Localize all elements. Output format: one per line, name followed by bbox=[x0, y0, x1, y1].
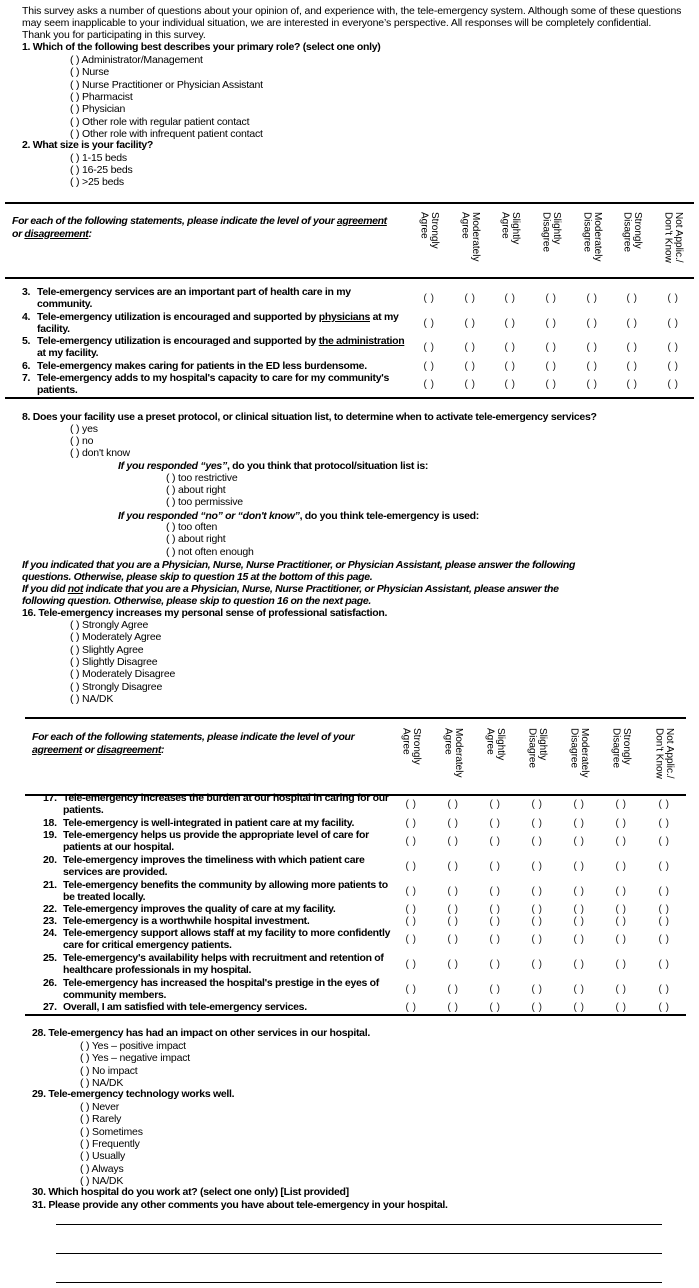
scale-radio-6[interactable]: ( ) bbox=[615, 799, 627, 810]
statement-text: 19. Tele-emergency helps us provide the appropriate level of care for patients at our hospital. bbox=[43, 829, 369, 853]
radio-option[interactable]: ( ) Administrator/Management bbox=[70, 54, 203, 66]
scale-radio-6[interactable]: ( ) bbox=[626, 379, 638, 390]
column-header: Moderately Agree bbox=[442, 728, 464, 778]
question-30-label: 30. Which hospital do you work at? (select one only) [List provided] bbox=[32, 1186, 349, 1198]
question-29-label: 29. Tele-emergency technology works well. bbox=[32, 1088, 235, 1100]
scale-radio-2[interactable]: ( ) bbox=[464, 361, 476, 372]
scale-radio-3[interactable]: ( ) bbox=[504, 361, 516, 372]
radio-option[interactable]: ( ) about right bbox=[166, 484, 226, 497]
radio-option[interactable]: ( ) NA/DK bbox=[70, 692, 114, 705]
scale-radio-4[interactable]: ( ) bbox=[531, 799, 543, 810]
scale-radio-7[interactable]: ( ) bbox=[658, 861, 670, 872]
scale-radio-6[interactable]: ( ) bbox=[615, 934, 627, 945]
scale-radio-4[interactable]: ( ) bbox=[531, 904, 543, 915]
scale-radio-3[interactable]: ( ) bbox=[489, 904, 501, 915]
scale-radio-7[interactable]: ( ) bbox=[658, 818, 670, 829]
scale-radio-7[interactable]: ( ) bbox=[667, 342, 679, 353]
scale-radio-4[interactable]: ( ) bbox=[545, 379, 557, 390]
scale-radio-1[interactable]: ( ) bbox=[423, 342, 435, 353]
scale-radio-5[interactable]: ( ) bbox=[573, 904, 585, 915]
scale-radio-6[interactable]: ( ) bbox=[626, 361, 638, 372]
scale-radio-5[interactable]: ( ) bbox=[586, 318, 598, 329]
radio-option[interactable]: ( ) Yes – positive impact bbox=[80, 1040, 186, 1052]
scale-radio-6[interactable]: ( ) bbox=[615, 916, 627, 927]
scale-radio-2[interactable]: ( ) bbox=[447, 959, 459, 970]
column-header: Moderately Agree bbox=[459, 212, 481, 262]
radio-option[interactable]: ( ) >25 beds bbox=[70, 176, 124, 189]
radio-option[interactable]: ( ) NA/DK bbox=[80, 1076, 124, 1089]
scale-radio-5[interactable]: ( ) bbox=[573, 861, 585, 872]
scale-radio-5[interactable]: ( ) bbox=[586, 342, 598, 353]
scale-radio-2[interactable]: ( ) bbox=[447, 799, 459, 810]
table-2-bottom-rule bbox=[25, 1014, 686, 1016]
radio-option[interactable]: ( ) Sometimes bbox=[80, 1125, 143, 1138]
scale-radio-6[interactable]: ( ) bbox=[615, 959, 627, 970]
scale-radio-2[interactable]: ( ) bbox=[464, 318, 476, 329]
scale-radio-5[interactable]: ( ) bbox=[573, 934, 585, 945]
survey-intro: This survey asks a number of questions about your opinion of, and experience with, the tele-emergency system. Although some of these questions may seem inapplicable to your individual situation, we are interested in everyone’s perspective. All responses will be completely confidential. Thank you for participating in this survey. bbox=[22, 5, 682, 42]
radio-option[interactable]: ( ) Usually bbox=[80, 1150, 126, 1163]
scale-radio-4[interactable]: ( ) bbox=[545, 342, 557, 353]
scale-radio-7[interactable]: ( ) bbox=[667, 318, 679, 329]
skip-note-2-line-1: If you did not indicate that you are a Physician, Nurse, Nurse Practitioner, or Physician Assistant, please answer the bbox=[22, 583, 559, 595]
radio-option[interactable]: ( ) Moderately Disagree bbox=[70, 668, 176, 681]
scale-radio-6[interactable]: ( ) bbox=[615, 818, 627, 829]
radio-option[interactable]: ( ) Physician bbox=[70, 103, 126, 116]
scale-radio-4[interactable]: ( ) bbox=[531, 916, 543, 927]
scale-radio-1[interactable]: ( ) bbox=[423, 318, 435, 329]
radio-option[interactable]: ( ) NA/DK bbox=[80, 1174, 124, 1187]
table-1-header-rule bbox=[5, 277, 694, 279]
scale-radio-1[interactable]: ( ) bbox=[423, 361, 435, 372]
statement-text: 21. Tele-emergency benefits the community by allowing more patients to be treated locally. bbox=[43, 879, 388, 903]
statement-text: 25. Tele-emergency's availability helps with recruitment and retention of healthcare professionals in my hospital. bbox=[43, 952, 384, 976]
column-header: Slightly Disagree bbox=[526, 728, 548, 769]
radio-option[interactable]: ( ) No impact bbox=[80, 1064, 138, 1077]
scale-radio-3[interactable]: ( ) bbox=[489, 886, 501, 897]
scale-radio-2[interactable]: ( ) bbox=[447, 916, 459, 927]
column-header: Strongly Agree bbox=[418, 212, 440, 249]
scale-radio-6[interactable]: ( ) bbox=[615, 861, 627, 872]
scale-radio-6[interactable]: ( ) bbox=[615, 1002, 627, 1013]
scale-radio-2[interactable]: ( ) bbox=[447, 984, 459, 995]
scale-radio-3[interactable]: ( ) bbox=[504, 293, 516, 304]
radio-option[interactable]: ( ) Yes – negative impact bbox=[80, 1052, 190, 1065]
scale-radio-6[interactable]: ( ) bbox=[615, 836, 627, 847]
radio-option[interactable]: ( ) Other role with regular patient contact bbox=[70, 115, 250, 128]
scale-radio-7[interactable]: ( ) bbox=[658, 959, 670, 970]
scale-radio-4[interactable]: ( ) bbox=[545, 293, 557, 304]
scale-radio-3[interactable]: ( ) bbox=[489, 1002, 501, 1013]
table-1-top-rule bbox=[5, 202, 694, 204]
radio-option[interactable]: ( ) Slightly Agree bbox=[70, 643, 144, 656]
scale-radio-3[interactable]: ( ) bbox=[489, 916, 501, 927]
scale-radio-1[interactable]: ( ) bbox=[405, 861, 417, 872]
scale-radio-7[interactable]: ( ) bbox=[658, 934, 670, 945]
scale-radio-3[interactable]: ( ) bbox=[504, 318, 516, 329]
question-8-followup-no: If you responded “no” or “don't know”, do you think tele-emergency is used: bbox=[118, 510, 479, 522]
table-2-top-rule bbox=[25, 717, 686, 719]
disagreement-emphasis: disagreement bbox=[24, 227, 89, 240]
scale-radio-7[interactable]: ( ) bbox=[667, 361, 679, 372]
column-header: Slightly Agree bbox=[499, 212, 521, 245]
statement-text: 26. Tele-emergency has increased the hospital's prestige in the eyes of community members. bbox=[43, 977, 379, 1001]
scale-radio-5[interactable]: ( ) bbox=[586, 293, 598, 304]
question-8-label: 8. Does your facility use a preset protocol, or clinical situation list, to determine when to activate tele-emergency services? bbox=[22, 411, 597, 423]
scale-radio-1[interactable]: ( ) bbox=[405, 916, 417, 927]
question-2-label: 2. What size is your facility? bbox=[22, 139, 154, 151]
scale-radio-7[interactable]: ( ) bbox=[658, 836, 670, 847]
comment-line-1[interactable] bbox=[56, 1224, 662, 1225]
radio-option[interactable]: ( ) Always bbox=[80, 1162, 124, 1175]
radio-option[interactable]: ( ) about right bbox=[166, 533, 226, 546]
scale-radio-7[interactable]: ( ) bbox=[658, 1002, 670, 1013]
skip-note-1-line-1: If you indicated that you are a Physician, Nurse, Nurse Practitioner, or Physician Assistant, please answer the following bbox=[22, 559, 576, 571]
question-16-label: 16. Tele-emergency increases my personal sense of professional satisfaction. bbox=[22, 607, 388, 619]
scale-radio-6[interactable]: ( ) bbox=[615, 904, 627, 915]
radio-option[interactable]: ( ) Other role with infrequent patient contact bbox=[70, 127, 263, 140]
radio-option[interactable]: ( ) no bbox=[70, 435, 94, 448]
scale-radio-1[interactable]: ( ) bbox=[405, 984, 417, 995]
comment-line-3[interactable] bbox=[56, 1282, 662, 1283]
scale-radio-5[interactable]: ( ) bbox=[573, 959, 585, 970]
scale-radio-3[interactable]: ( ) bbox=[489, 934, 501, 945]
scale-radio-2[interactable]: ( ) bbox=[447, 818, 459, 829]
scale-radio-7[interactable]: ( ) bbox=[658, 886, 670, 897]
statement-text: 5. Tele-emergency utilization is encouraged and supported by the administration at my facility. bbox=[22, 335, 405, 359]
scale-radio-3[interactable]: ( ) bbox=[489, 959, 501, 970]
radio-option[interactable]: ( ) Never bbox=[80, 1101, 120, 1113]
question-31-label: 31. Please provide any other comments you have about tele-emergency in your hospital. bbox=[32, 1199, 448, 1211]
statement-text: 17. Tele-emergency increases the burden at our hospital in caring for our patients. bbox=[43, 792, 389, 816]
scale-radio-4[interactable]: ( ) bbox=[531, 984, 543, 995]
column-header: Not Applic./ Don't Know bbox=[662, 212, 684, 263]
scale-radio-7[interactable]: ( ) bbox=[667, 293, 679, 304]
scale-radio-1[interactable]: ( ) bbox=[423, 293, 435, 304]
statement-text: 3. Tele-emergency services are an important part of health care in my community. bbox=[22, 286, 351, 310]
statement-text: 18. Tele-emergency is well-integrated in patient care at my facility. bbox=[43, 817, 355, 829]
scale-radio-1[interactable]: ( ) bbox=[405, 959, 417, 970]
scale-radio-4[interactable]: ( ) bbox=[545, 318, 557, 329]
scale-radio-4[interactable]: ( ) bbox=[531, 836, 543, 847]
scale-radio-1[interactable]: ( ) bbox=[405, 904, 417, 915]
question-8-followup-yes: If you responded “yes”, do you think that protocol/situation list is: bbox=[118, 460, 429, 472]
scale-radio-5[interactable]: ( ) bbox=[573, 799, 585, 810]
scale-radio-5[interactable]: ( ) bbox=[573, 916, 585, 927]
scale-radio-4[interactable]: ( ) bbox=[531, 818, 543, 829]
scale-radio-6[interactable]: ( ) bbox=[615, 886, 627, 897]
scale-radio-7[interactable]: ( ) bbox=[658, 799, 670, 810]
column-header: Slightly Disagree bbox=[540, 212, 562, 253]
statement-text: 22. Tele-emergency improves the quality of care at my facility. bbox=[43, 903, 336, 915]
scale-radio-4[interactable]: ( ) bbox=[531, 934, 543, 945]
statement-text: 24. Tele-emergency support allows staff at my facility to more confidently care for critical emergency patients. bbox=[43, 927, 391, 951]
scale-radio-4[interactable]: ( ) bbox=[531, 886, 543, 897]
scale-radio-4[interactable]: ( ) bbox=[531, 861, 543, 872]
statement-text: 7. Tele-emergency adds to my hospital's capacity to care for my community's patients. bbox=[22, 372, 389, 396]
statement-text: 4. Tele-emergency utilization is encouraged and supported by physicians at my facility. bbox=[22, 311, 399, 335]
scale-radio-3[interactable]: ( ) bbox=[489, 799, 501, 810]
scale-radio-4[interactable]: ( ) bbox=[545, 361, 557, 372]
table-2-instruction: For each of the following statements, please indicate the level of your agreement or disagreement: bbox=[32, 731, 355, 756]
question-28-label: 28. Tele-emergency has had an impact on other services in our hospital. bbox=[32, 1027, 370, 1039]
radio-option[interactable]: ( ) 16-25 beds bbox=[70, 164, 133, 177]
column-header: Slightly Agree bbox=[484, 728, 506, 761]
skip-note-1-line-2: questions. Otherwise, please skip to question 15 at the bottom of this page. bbox=[22, 571, 373, 583]
agreement-emphasis: agreement bbox=[336, 215, 387, 227]
column-header: Strongly Agree bbox=[400, 728, 422, 765]
scale-radio-3[interactable]: ( ) bbox=[489, 818, 501, 829]
scale-radio-6[interactable]: ( ) bbox=[626, 342, 638, 353]
radio-option[interactable]: ( ) not often enough bbox=[166, 545, 254, 558]
radio-option[interactable]: ( ) Frequently bbox=[80, 1137, 140, 1150]
radio-option[interactable]: ( ) Strongly Disagree bbox=[70, 680, 163, 693]
column-header: Not Applic./ Don't Know bbox=[653, 728, 675, 779]
scale-radio-1[interactable]: ( ) bbox=[405, 799, 417, 810]
scale-radio-2[interactable]: ( ) bbox=[447, 886, 459, 897]
radio-option[interactable]: ( ) yes bbox=[70, 423, 98, 435]
scale-radio-2[interactable]: ( ) bbox=[447, 1002, 459, 1013]
scale-radio-4[interactable]: ( ) bbox=[531, 959, 543, 970]
radio-option[interactable]: ( ) Nurse bbox=[70, 66, 110, 79]
statement-text: 6. Tele-emergency makes caring for patients in the ED less burdensome. bbox=[22, 360, 367, 372]
scale-radio-5[interactable]: ( ) bbox=[573, 984, 585, 995]
scale-radio-3[interactable]: ( ) bbox=[489, 861, 501, 872]
radio-option[interactable]: ( ) 1-15 beds bbox=[70, 152, 127, 164]
scale-radio-7[interactable]: ( ) bbox=[658, 984, 670, 995]
scale-radio-4[interactable]: ( ) bbox=[531, 1002, 543, 1013]
question-1-label: 1. Which of the following best describes your primary role? (select one only) bbox=[22, 41, 381, 53]
scale-radio-2[interactable]: ( ) bbox=[447, 836, 459, 847]
scale-radio-1[interactable]: ( ) bbox=[405, 818, 417, 829]
statement-text: 23. Tele-emergency is a worthwhile hospital investment. bbox=[43, 915, 310, 927]
radio-option[interactable]: ( ) Moderately Agree bbox=[70, 631, 162, 644]
scale-radio-5[interactable]: ( ) bbox=[586, 361, 598, 372]
column-header: Moderately Disagree bbox=[568, 728, 590, 778]
scale-radio-2[interactable]: ( ) bbox=[464, 293, 476, 304]
statement-text: 20. Tele-emergency improves the timeliness with which patient care services are provided. bbox=[43, 854, 365, 878]
radio-option[interactable]: ( ) Pharmacist bbox=[70, 90, 133, 103]
scale-radio-5[interactable]: ( ) bbox=[573, 886, 585, 897]
scale-radio-3[interactable]: ( ) bbox=[489, 984, 501, 995]
radio-option[interactable]: ( ) don't know bbox=[70, 447, 130, 460]
column-header: Moderately Disagree bbox=[581, 212, 603, 262]
radio-option[interactable]: ( ) Nurse Practitioner or Physician Assistant bbox=[70, 78, 263, 91]
table-1-instruction: For each of the following statements, please indicate the level of your agreement or disagreement: bbox=[12, 215, 387, 240]
statement-text: 27. Overall, I am satisfied with tele-emergency services. bbox=[43, 1001, 307, 1013]
scale-radio-1[interactable]: ( ) bbox=[405, 886, 417, 897]
scale-radio-2[interactable]: ( ) bbox=[447, 934, 459, 945]
scale-radio-2[interactable]: ( ) bbox=[464, 342, 476, 353]
scale-radio-1[interactable]: ( ) bbox=[423, 379, 435, 390]
radio-option[interactable]: ( ) Rarely bbox=[80, 1113, 122, 1126]
scale-radio-1[interactable]: ( ) bbox=[405, 836, 417, 847]
scale-radio-7[interactable]: ( ) bbox=[667, 379, 679, 390]
skip-note-2-line-2: following question. Otherwise, please skip to question 16 on the next page. bbox=[22, 595, 371, 607]
table-1-bottom-rule bbox=[5, 397, 694, 399]
scale-radio-3[interactable]: ( ) bbox=[504, 379, 516, 390]
scale-radio-7[interactable]: ( ) bbox=[658, 916, 670, 927]
scale-radio-5[interactable]: ( ) bbox=[573, 1002, 585, 1013]
scale-radio-3[interactable]: ( ) bbox=[504, 342, 516, 353]
radio-option[interactable]: ( ) too restrictive bbox=[166, 472, 238, 484]
scale-radio-1[interactable]: ( ) bbox=[405, 1002, 417, 1013]
column-header: Strongly Disagree bbox=[621, 212, 643, 253]
comment-line-2[interactable] bbox=[56, 1253, 662, 1254]
scale-radio-2[interactable]: ( ) bbox=[447, 904, 459, 915]
scale-radio-6[interactable]: ( ) bbox=[626, 293, 638, 304]
scale-radio-6[interactable]: ( ) bbox=[615, 984, 627, 995]
scale-radio-3[interactable]: ( ) bbox=[489, 836, 501, 847]
radio-option[interactable]: ( ) Slightly Disagree bbox=[70, 655, 158, 668]
scale-radio-6[interactable]: ( ) bbox=[626, 318, 638, 329]
scale-radio-5[interactable]: ( ) bbox=[573, 818, 585, 829]
scale-radio-2[interactable]: ( ) bbox=[464, 379, 476, 390]
radio-option[interactable]: ( ) Strongly Agree bbox=[70, 619, 149, 631]
radio-option[interactable]: ( ) too permissive bbox=[166, 496, 243, 509]
scale-radio-1[interactable]: ( ) bbox=[405, 934, 417, 945]
radio-option[interactable]: ( ) too often bbox=[166, 521, 218, 533]
scale-radio-5[interactable]: ( ) bbox=[586, 379, 598, 390]
scale-radio-5[interactable]: ( ) bbox=[573, 836, 585, 847]
column-header: Strongly Disagree bbox=[610, 728, 632, 769]
scale-radio-2[interactable]: ( ) bbox=[447, 861, 459, 872]
scale-radio-7[interactable]: ( ) bbox=[658, 904, 670, 915]
